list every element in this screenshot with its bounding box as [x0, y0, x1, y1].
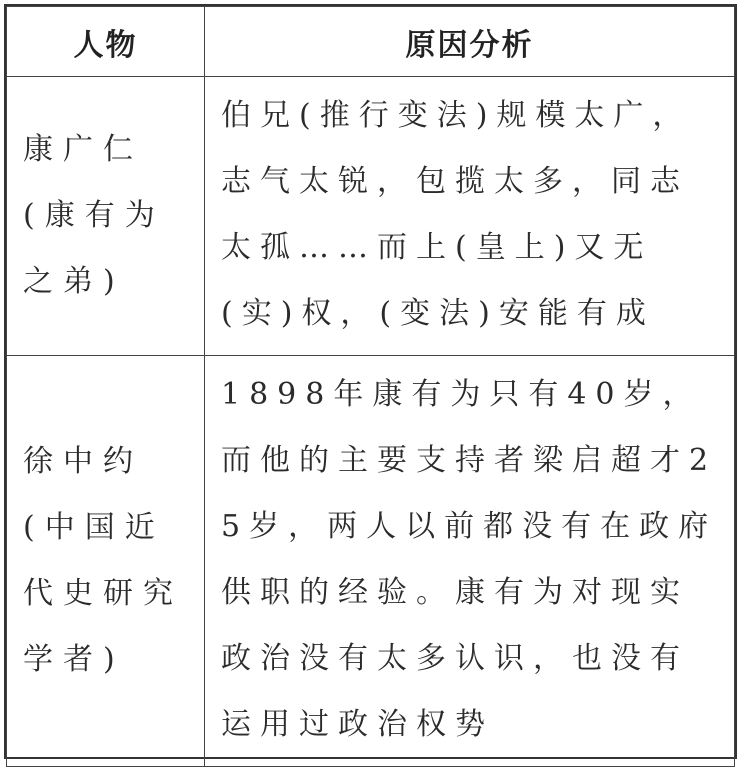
person-cell: 徐中约(中国近代史研究学者) — [7, 356, 205, 767]
table-row — [7, 77, 735, 356]
person-cell: 康广仁(康有为之弟) — [7, 77, 205, 356]
analysis-cell: 伯兄(推行变法)规模太广，志气太锐，包揽太多，同志太孤……而上(皇上)又无(实)权，(变法)安能有成 — [205, 77, 735, 356]
header-analysis: 原因分析 — [205, 7, 735, 77]
table-row — [7, 356, 735, 767]
analysis-cell: 1898年康有为只有40岁，而他的主要支持者梁启超才25岁，两人以前都没有在政府供职的经验。康有为对现实政治没有太多认识，也没有运用过政治权势 — [205, 356, 735, 767]
analysis-table — [4, 4, 737, 759]
table-body — [6, 6, 735, 767]
header-person: 人物 — [7, 7, 205, 77]
header-row — [7, 7, 735, 77]
